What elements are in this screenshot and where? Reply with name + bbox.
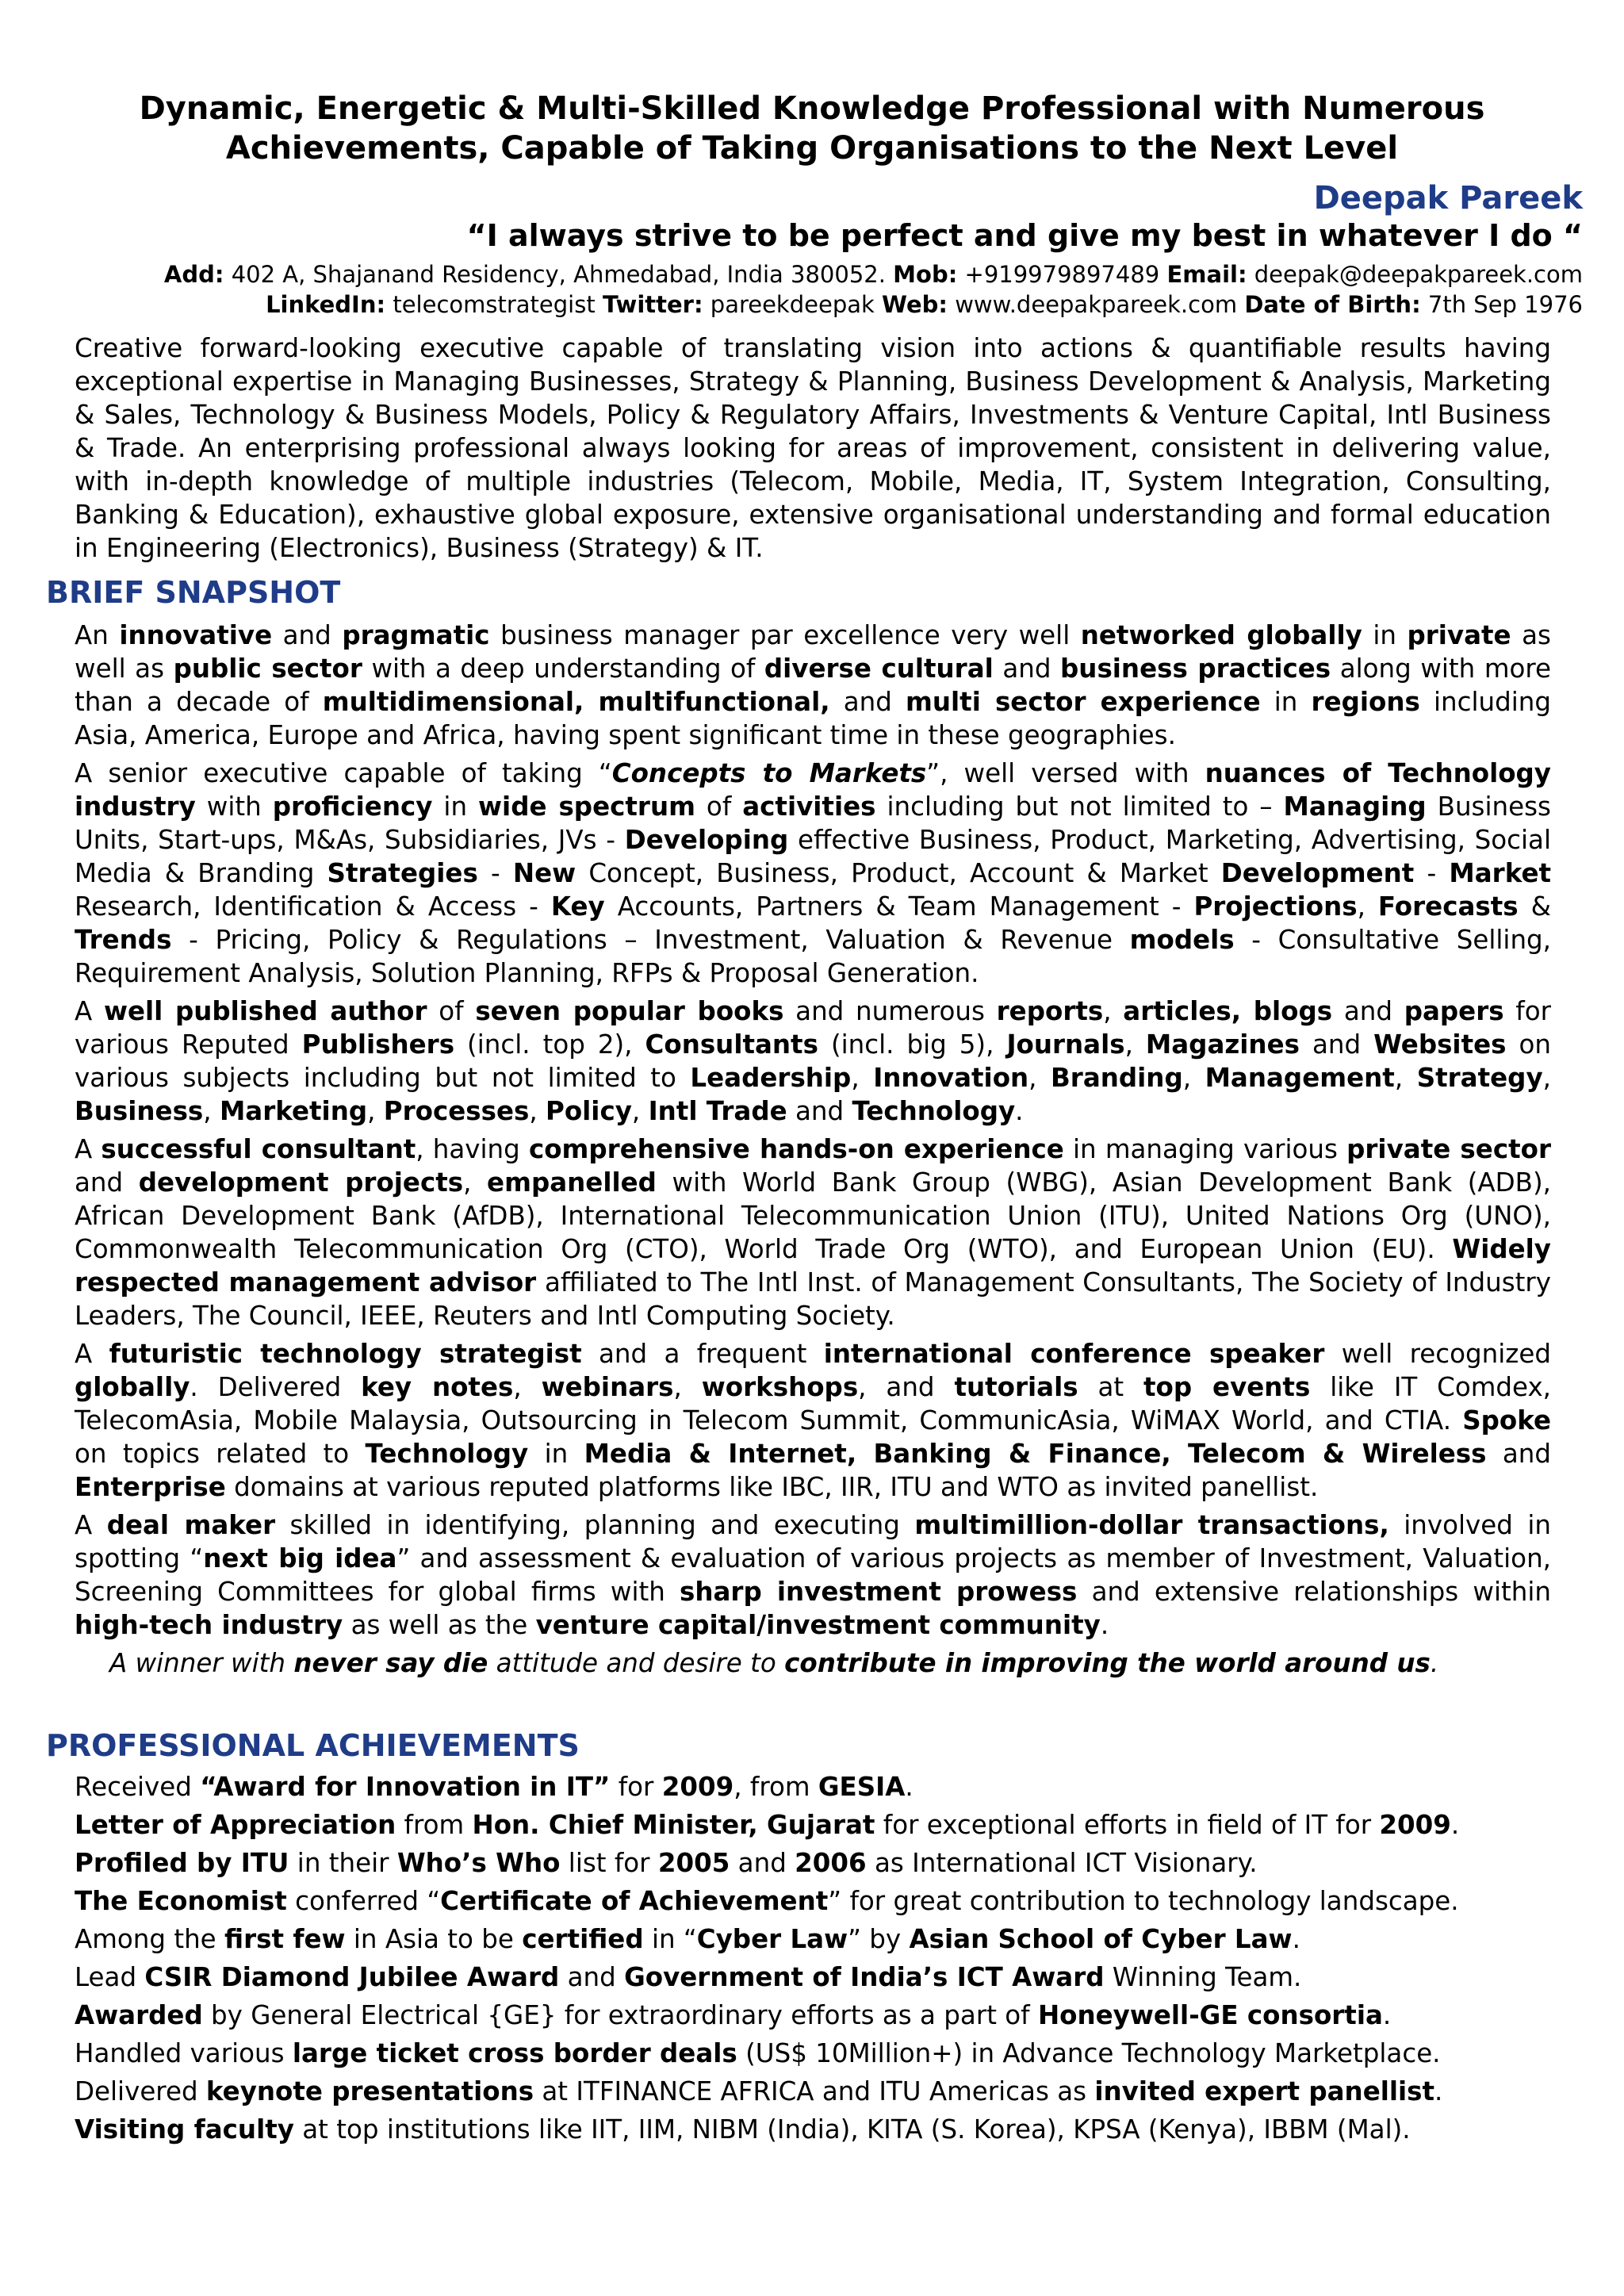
text-run: , [463,1167,488,1198]
text-run: list for [560,1848,658,1878]
text-run: Lead [75,1962,145,1992]
emphasis-text: proficiency [272,792,433,822]
text-run: Among the [75,1924,225,1954]
text-run: from [396,1810,473,1840]
text-run: of [427,996,476,1026]
text-run: conferred “ [286,1886,441,1916]
emphasis-text: business practices [1060,654,1331,684]
text-run: with [195,792,273,822]
text-run: in their [289,1848,397,1878]
emphasis-text: reports [996,996,1104,1026]
emphasis-text: seven popular books [475,996,784,1026]
emphasis-text: Key [550,891,605,922]
emphasis-text: regions [1311,687,1420,717]
emphasis-text: Who’s Who [396,1848,561,1878]
emphasis-text: Projections [1193,891,1358,922]
emphasis-text: Innovation [873,1063,1029,1093]
emphasis-text: Developing [624,825,789,855]
text-run: , [1357,891,1378,922]
snapshot-paragraph [75,757,1551,990]
resume-headline [48,89,1576,168]
text-run: and [730,1848,795,1878]
text-run: , [367,1096,384,1126]
dob-value: 7th Sep 1976 [1420,291,1583,318]
text-run: A winner with [109,1648,294,1678]
snapshot-paragraph [75,619,1551,752]
text-run: (incl. top 2), [454,1029,645,1060]
text-run: business manager par excellence very well [489,620,1081,650]
text-run: , having [416,1134,529,1164]
dob-label: Date of Birth: [1244,291,1421,318]
address-label: Add: [163,261,224,288]
emphasis-text: Trends [75,925,172,955]
text-run: and [75,1167,139,1198]
text-run: and [272,620,343,650]
emphasis-text: “Award for Innovation in IT” [200,1772,611,1802]
emphasis-text: high-tech industry [75,1610,343,1640]
text-run: - [477,858,513,888]
text-run: including Asia, America, Europe and Africa, having spent significant time in these geographies. [75,687,1552,750]
mobile-label: Mob: [893,261,958,288]
text-run: by General Electrical {GE} for extraordinary efforts as a part of [202,2000,1038,2030]
emphasis-text: Awarded [75,2000,203,2030]
emphasis-text: 2005 [657,1848,730,1878]
text-run: Accounts, Partners & Team Management - [604,891,1194,922]
emphasis-text: Journals [1006,1029,1125,1060]
emphasis-text: workshops [701,1372,859,1402]
brief-snapshot-section [75,619,1551,1685]
emphasis-text: Government of India’s ICT Award [624,1962,1105,1992]
text-run: skilled in identifying, planning and executing [275,1510,915,1540]
text-run: ” and assessment & evaluation of various projects as member of Investment, Valuation, Screening Committees for global firms with [75,1543,1551,1607]
text-run: as well as the [343,1610,536,1640]
text-run: for [610,1772,662,1802]
text-run: in [432,792,479,822]
achievement-item [75,1961,1551,1994]
text-run: and [787,1096,852,1126]
emphasis-text: 2009 [661,1772,734,1802]
text-run: , [529,1096,546,1126]
text-run: (incl. big 5), [818,1029,1007,1060]
emphasis-text: Branding [1051,1063,1183,1093]
emphasis-text: successful consultant [101,1134,416,1164]
emphasis-text: key notes [361,1372,514,1402]
emphasis-text: empanelled [487,1167,657,1198]
achievement-item [75,1884,1551,1918]
emphasis-text: public sector [173,654,362,684]
emphasis-text: webinars [541,1372,674,1402]
achievement-item [75,1808,1551,1842]
emphasis-text: certified [522,1924,644,1954]
text-run: , and [858,1372,955,1402]
text-run: - Pricing, Policy & Regulations – Investment, Valuation & Revenue [171,925,1130,955]
emphasis-text: Market [1449,858,1552,888]
emphasis-text: Processes [383,1096,530,1126]
text-run: as International ICT Visionary. [866,1848,1258,1878]
text-run: ”, well versed with [926,758,1205,788]
motto-line [75,1646,1551,1680]
headline-line-2: Achievements, Capable of Taking Organisations to the Next Level [225,130,1399,167]
emphasis-text: well published author [103,996,427,1026]
emphasis-text: contribute in improving the world around us [784,1648,1431,1678]
text-run: at [1078,1372,1144,1402]
text-run: in [528,1439,584,1469]
text-run: An [75,620,120,650]
text-run: and numerous [783,996,997,1026]
mobile-value: +919979897489 [957,261,1167,288]
emphasis-text: The Economist [75,1886,287,1916]
emphasis-text: Strategies [327,858,478,888]
emphasis-text: venture capital/investment community [535,1610,1101,1640]
emphasis-text: Cyber Law [696,1924,848,1954]
emphasis-text: Consultants [645,1029,818,1060]
emphasis-text: Technology [365,1439,529,1469]
emphasis-text: development projects [138,1167,464,1198]
snapshot-paragraph [75,1337,1551,1504]
text-run: at top institutions like IIT, IIM, NIBM (India), KITA (S. Korea), KPSA (Kenya), IBBM (Mal). [293,2114,1411,2145]
emphasis-text: never say die [293,1648,488,1678]
emphasis-text: top events [1143,1372,1311,1402]
text-run: . [905,1772,914,1802]
text-run: in managing various [1063,1134,1347,1164]
emphasis-text: large ticket cross border deals [292,2038,737,2068]
emphasis-text: Certificate of Achievement [440,1886,829,1916]
text-run: and extensive relationships within [1077,1577,1551,1607]
text-run: , [513,1372,542,1402]
text-run: with a deep understanding of [362,654,764,684]
text-run: along with more than a decade of [75,654,1551,717]
emphasis-text: comprehensive hands-on experience [528,1134,1064,1164]
text-run: . [1015,1096,1024,1126]
text-run: ” by [848,1924,910,1954]
text-run: in Asia to be [345,1924,523,1954]
text-run: Research, Identification & Access - [75,891,551,922]
text-run: & [1518,891,1551,922]
emphasis-text: 2006 [795,1848,867,1878]
emphasis-text: sharp investment prowess [680,1577,1078,1607]
text-run: Winning Team. [1104,1962,1302,1992]
twitter-value: pareekdeepak [703,291,883,318]
web-label: Web: [882,291,948,318]
emphasis-text: networked globally [1080,620,1362,650]
email-value: deepak@deepakpareek.com [1247,261,1583,288]
emphasis-text: Marketing [219,1096,368,1126]
profile-summary: Creative forward-looking executive capable of translating vision into actions & quantifiable results having exceptional expertise in Managing Businesses, Strategy & Planning, Business Development & Analysis, Marketing & Sales, Technology & Business Models, Policy & Regulatory Affairs, Investments & Venture Capital, Intl Business & Trade. An enterprising professional always looking for areas of improvement, consistent in delivering value, with in-depth knowledge of multiple industries (Telecom, Mobile, Media, IT, System Integration, Consulting, Banking & Education), exhaustive global exposure, extensive organisational understanding and formal education in Engineering (Electronics), Business (Strategy) & IT. [75,333,1551,563]
text-run: - [1414,858,1450,888]
emphasis-text: Managing [1283,792,1427,822]
text-run: on various subjects including but not limited to [75,1029,1551,1093]
text-run: and [1332,996,1404,1026]
text-run: and [829,687,906,717]
headline-line-1: Dynamic, Energetic & Multi-Skilled Knowledge Professional with Numerous [139,90,1485,127]
email-label: Email: [1166,261,1247,288]
text-run: , [1542,1063,1551,1093]
snapshot-paragraph [75,1508,1551,1642]
text-run: Received [75,1772,201,1802]
emphasis-text: models [1129,925,1235,955]
snapshot-paragraphs [75,619,1551,1642]
twitter-label: Twitter: [602,291,703,318]
emphasis-text: activities [742,792,876,822]
text-run: . [1382,2000,1392,2030]
emphasis-text: globally [75,1372,190,1402]
text-run: . [1430,1648,1439,1678]
text-run: . [1434,2076,1443,2106]
text-run: of [695,792,743,822]
snapshot-paragraph [75,995,1551,1128]
achievements-list [75,1770,1551,2151]
text-run: on topics related to [75,1439,366,1469]
achievement-item [75,1922,1551,1956]
emphasis-text: Publishers [301,1029,455,1060]
emphasis-text: 2009 [1379,1810,1451,1840]
text-run: and [1486,1439,1552,1469]
emphasis-text: Intl Trade [648,1096,787,1126]
achievement-item [75,2037,1551,2070]
emphasis-text: private [1407,620,1511,650]
emphasis-text: international conference speaker [823,1339,1325,1369]
emphasis-text: invited expert panellist [1094,2076,1435,2106]
text-run: - Consultative Selling, Requirement Analysis, Solution Planning, RFPs & Proposal Generation. [75,925,1552,988]
emphasis-text: GESIA [818,1772,906,1802]
achievement-item [75,1846,1551,1880]
text-run: , [631,1096,649,1126]
text-run: in [1260,687,1312,717]
emphasis-text: nuances of Technology industry [75,758,1551,822]
emphasis-text: Concepts to Markets [611,758,927,788]
text-run: Delivered [75,2076,206,2106]
emphasis-text: first few [224,1924,346,1954]
address-value: 402 A, Shajanand Residency, Ahmedabad, India 380052. [224,261,894,288]
text-run: , from [733,1772,818,1802]
emphasis-text: Development [1220,858,1415,888]
text-run: at ITFINANCE AFRICA and ITU Americas as [534,2076,1095,2106]
emphasis-text: deal maker [106,1510,276,1540]
emphasis-text: CSIR Diamond Jubilee Award [144,1962,560,1992]
emphasis-text: papers [1404,996,1504,1026]
emphasis-text: multi sector experience [906,687,1261,717]
text-run: affiliated to The Intl Inst. of Management Consultants, The Society of Industry Leaders, The Council, IEEE, Reuters and Intl Computing Society. [75,1267,1551,1331]
emphasis-text: Media & Internet, Banking & Finance, Telecom & Wireless [584,1439,1487,1469]
text-run: , [673,1372,702,1402]
text-run: Handled various [75,2038,293,2068]
text-run: . [1292,1924,1300,1954]
text-run: A [75,1339,109,1369]
text-run: including but not limited to – [875,792,1284,822]
text-run: well recognized [1324,1339,1551,1369]
emphasis-text: private sector [1346,1134,1551,1164]
candidate-name: Deepak Pareek [1313,180,1583,217]
emphasis-text: Spoke [1462,1405,1551,1435]
emphasis-text: articles, blogs [1123,996,1333,1026]
emphasis-text: Strategy [1416,1063,1543,1093]
brief-snapshot-heading: BRIEF SNAPSHOT [46,575,341,610]
text-run: Concept, Business, Product, Account & Market [576,858,1221,888]
emphasis-text: Management [1205,1063,1395,1093]
text-run: and [559,1962,625,1992]
text-run: A [75,996,104,1026]
linkedin-value: telecomstrategist [385,291,603,318]
professional-achievements-heading: PROFESSIONAL ACHIEVEMENTS [46,1728,580,1763]
emphasis-text: Letter of Appreciation [75,1810,396,1840]
emphasis-text: Forecasts [1377,891,1519,922]
emphasis-text: Honeywell-GE consortia [1037,2000,1383,2030]
text-run: , [851,1063,874,1093]
text-run: A [75,1510,107,1540]
text-run: . [1450,1810,1460,1840]
emphasis-text: pragmatic [342,620,490,650]
text-run: , [1394,1063,1417,1093]
text-run: , [1182,1063,1205,1093]
personal-quote: “I always strive to be perfect and give my best in whatever I do “ [466,218,1583,253]
emphasis-text: multimillion-dollar transactions, [914,1510,1389,1540]
emphasis-text: futuristic technology strategist [109,1339,582,1369]
achievement-item [75,1999,1551,2032]
contact-line-2 [29,289,1583,320]
snapshot-paragraph [75,1133,1551,1332]
text-run: A senior executive capable of taking “ [75,758,612,788]
emphasis-text: Policy [546,1096,632,1126]
emphasis-text: multidimensional, multifunctional, [322,687,830,717]
text-run: , [1103,996,1124,1026]
text-run: for various Reputed [75,996,1551,1060]
emphasis-text: next big idea [203,1543,397,1573]
text-run: (US$ 10Million+) in Advance Technology Marketplace. [737,2038,1441,2068]
text-run: involved in spotting “ [75,1510,1551,1573]
text-run: A [75,1134,102,1164]
text-run: ” for great contribution to technology landscape. [828,1886,1459,1916]
text-run: Business Units, Start-ups, M&As, Subsidiaries, JVs - [75,792,1551,855]
text-run: like IT Comdex, TelecomAsia, Mobile Malaysia, Outsourcing in Telecom Summit, CommunicAsia, WiMAX World, and CTIA. [75,1372,1552,1435]
text-run: and [1299,1029,1374,1060]
emphasis-text: Websites [1373,1029,1507,1060]
emphasis-text: tutorials [954,1372,1078,1402]
text-run: . Delivered [190,1372,362,1402]
linkedin-label: LinkedIn: [266,291,386,318]
emphasis-text: Widely respected management advisor [75,1234,1551,1297]
text-run: for exceptional efforts in field of IT for [875,1810,1380,1840]
text-run: effective Business, Product, Marketing, Advertising, Social Media & Branding [75,825,1551,888]
emphasis-text: Leadership [690,1063,852,1093]
emphasis-text: diverse cultural [764,654,994,684]
text-run: with World Bank Group (WBG), Asian Development Bank (ADB), African Development Bank (AfDB), International Telecommunication Union (ITU), United Nations Org (UNO), Commonwealth Telecommunication Org (CTO), World Trade Org (WTO), and European Union (EU). [75,1167,1551,1264]
emphasis-text: Magazines [1145,1029,1300,1060]
emphasis-text: wide spectrum [478,792,695,822]
emphasis-text: Asian School of Cyber Law [909,1924,1293,1954]
text-run: . [1100,1610,1109,1640]
web-value: www.deepakpareek.com [948,291,1245,318]
text-run: in [1362,620,1408,650]
emphasis-text: Profiled by ITU [75,1848,289,1878]
text-run: and [993,654,1061,684]
text-run: , [1124,1029,1146,1060]
emphasis-text: Technology [852,1096,1016,1126]
emphasis-text: keynote presentations [205,2076,534,2106]
emphasis-text: Business [75,1096,204,1126]
text-run: attitude and desire to [488,1648,785,1678]
text-run: as well as [75,620,1551,684]
text-run: , [203,1096,220,1126]
text-run: , [1028,1063,1051,1093]
emphasis-text: innovative [119,620,273,650]
achievement-item [75,2075,1551,2108]
contact-line-1 [29,259,1583,290]
text-run: domains at various reputed platforms like IBC, IIR, ITU and WTO as invited panellist. [225,1472,1319,1502]
emphasis-text: Hon. Chief Minister, Gujarat [472,1810,875,1840]
emphasis-text: Visiting faculty [75,2114,294,2145]
text-run: in “ [643,1924,697,1954]
emphasis-text: Enterprise [75,1472,226,1502]
text-run: and a frequent [581,1339,824,1369]
emphasis-text: New [512,858,576,888]
achievement-item [75,1770,1551,1803]
achievement-item [75,2113,1551,2146]
